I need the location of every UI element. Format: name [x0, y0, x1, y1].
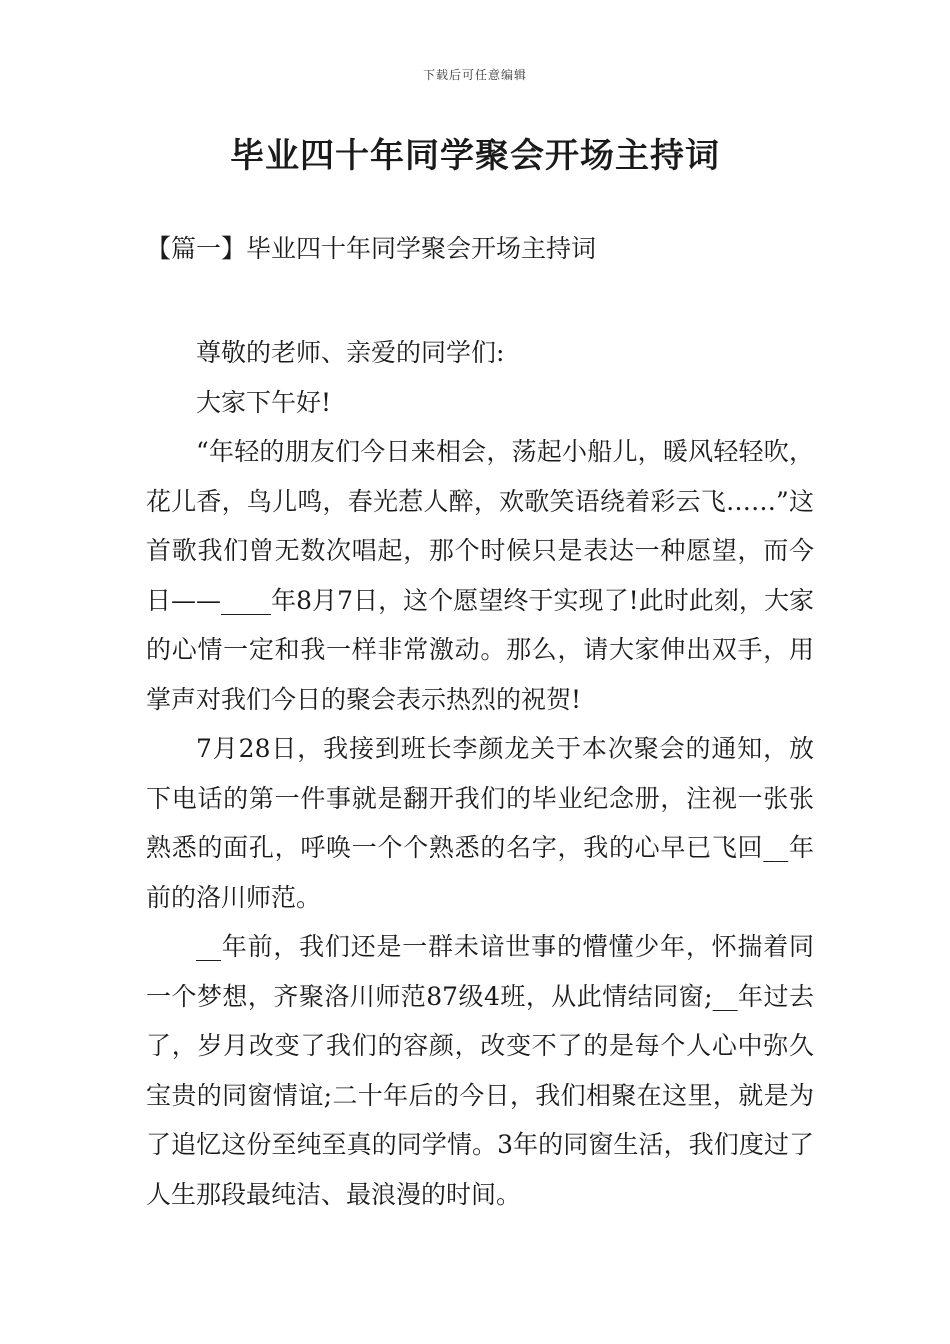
- body-text: [146, 328, 814, 1219]
- paragraph-notice: 7月28日，我接到班长李颜龙关于本次聚会的通知，放下电话的第一件事就是翻开我们的毕业纪念册，注视一张张熟悉的面孔，呼唤一个个熟悉的名字，我的心早已飞回__年前的洛川师范。: [146, 734, 814, 912]
- document-title: 毕业四十年同学聚会开场主持词: [230, 136, 720, 176]
- paragraph-memories: __年前，我们还是一群未谙世事的懵懂少年，怀揣着同一个梦想，齐聚洛川师范87级4班，从此情结同窗;__年过去了，岁月改变了我们的容颜，改变不了的是每个人心中弥久宝贵的同窗情谊;二十年后的今日，我们相聚在这里，就是为了追忆这份至纯至真的同学情。3年的同窗生活，我们度过了人生那段最纯洁、最浪漫的时间。: [146, 932, 814, 1209]
- paragraph-song: “年轻的朋友们今日来相会，荡起小船儿，暖风轻轻吹，花儿香，鸟儿鸣，春光惹人醉，欢歌笑语绕着彩云飞……”这首歌我们曾无数次唱起，那个时候只是表达一种愿望，而今日——____年8月7日，这个愿望终于实现了!此时此刻，大家的心情一定和我一样非常激动。那么，请大家伸出双手，用掌声对我们今日的聚会表示热烈的祝贺!: [146, 437, 814, 714]
- paragraph-salutation: 尊敬的老师、亲爱的同学们:: [196, 338, 505, 367]
- section-heading: 【篇一】毕业四十年同学聚会开场主持词: [146, 234, 597, 263]
- header-note: 下载后可任意编辑: [422, 68, 527, 82]
- paragraph-greeting: 大家下午好!: [196, 387, 332, 417]
